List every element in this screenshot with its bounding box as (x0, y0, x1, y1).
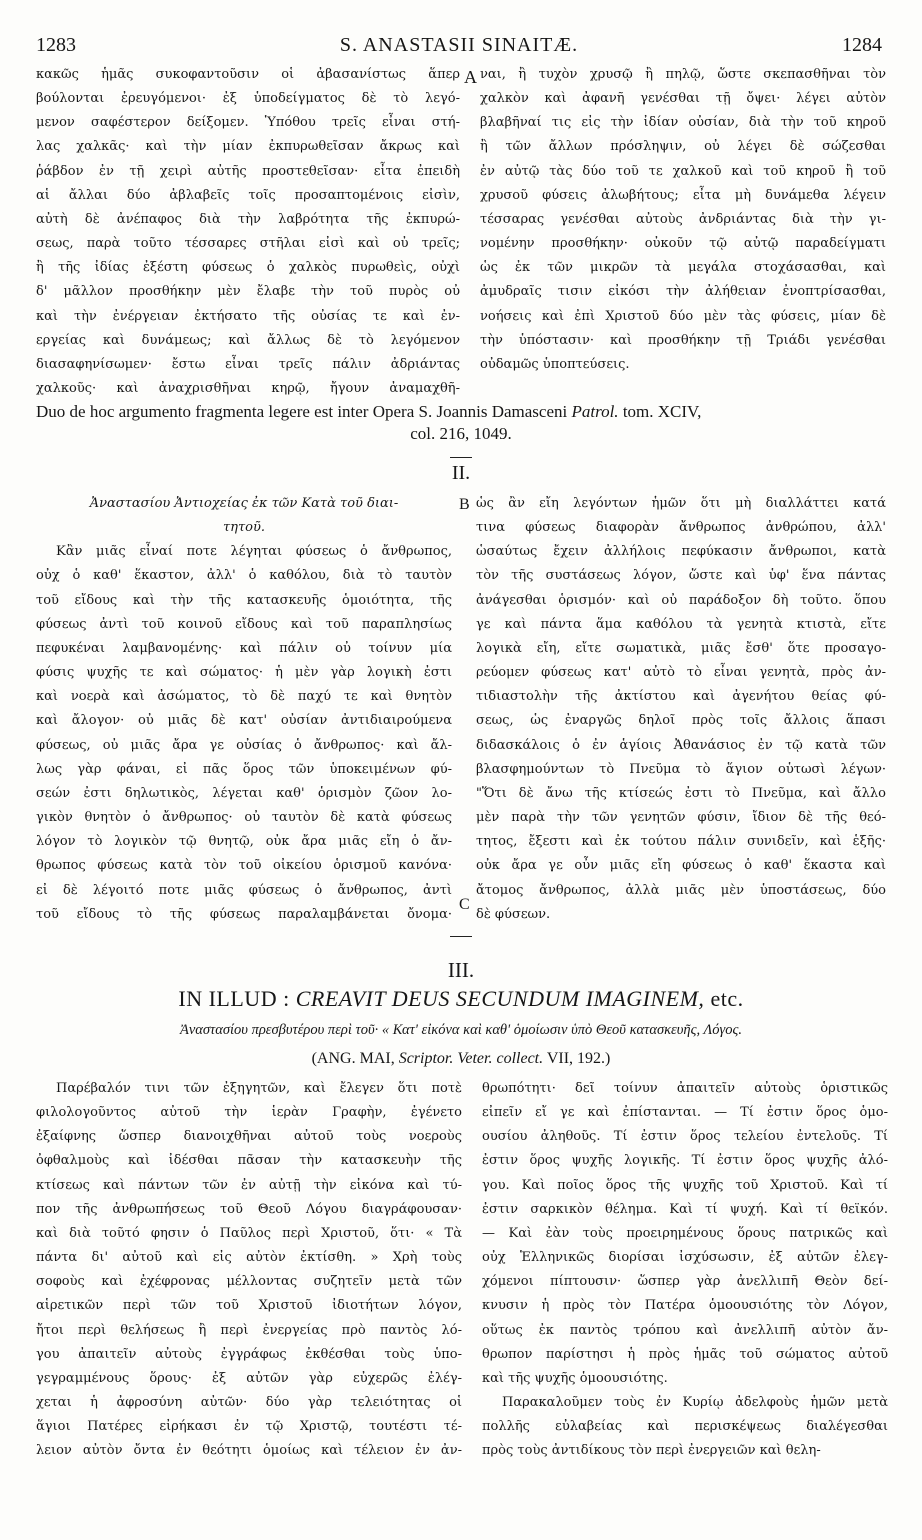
text-line: βλασφημούντων τὸ Πνεῦμα τὸ ἅγιον οὑτωσὶ λέγων· (476, 761, 886, 777)
text-line: καὶ νοερὰ καὶ ἀσώματος, τὸ δὲ παχύ τε καὶ θνητὸν (36, 689, 452, 705)
text-line: ἄτομος ἄνθρωπος, ἀλλὰ μιᾶς μὲν ὑποστάσεως, δύο (476, 882, 886, 898)
text-line: Παρακαλοῦμεν τοὺς ἐν Κυρίῳ ἀδελφοὺς ἡμῶν μετὰ (502, 1395, 888, 1411)
text-line: καὶ ἄλογον· οὐ μιᾶς δὲ κατ' οὐσίαν ἀντιδιαιρούμενα (36, 713, 452, 729)
text-line: κτίσεως καὶ πάντων τῶν ἐν αὐτῇ τὴν εἰκόνα καὶ τύ- (36, 1177, 462, 1193)
text-line: ὡς ἐκ τῶν μικρῶν τὰ μεγάλα στοχάσασθαι, καὶ (480, 260, 886, 276)
text-line: τὸν τῆς συστάσεως λόγον, ὥστε καὶ ὑφ' ἕνα πάντας (476, 568, 886, 584)
page-number-left: 1283 (36, 34, 76, 56)
section-iii-left-column (36, 1077, 462, 1464)
section-iii-subtitle: Ἀναστασίου πρεσβυτέρου περὶ τοῦ· « Κατ' εἰκόνα καὶ καθ' ὁμοίωσιν ὑπὸ Θεοῦ κατασκευῆς, Λόγος. (180, 1022, 742, 1038)
text-line: φύσεως, οὐ μιᾶς ἄρα γε οὐσίας ὁ ἄνθρωπος· καὶ ἄλ- (36, 737, 452, 753)
text-line: χαλκοῦς· καὶ ἀναχρισθῆναι κηρῷ, ἤγουν ἀναμαχθῆ- (36, 381, 460, 397)
section-ii-heading-line-1: Ἀναστασίου Ἀντιοχείας ἐκ τῶν Κατὰ τοῦ διαι- (89, 496, 399, 511)
text-line: εἰ δὲ λέγοιτό ποτε μιᾶς φύσεως ὁ ἄνθρωπος, ἀντὶ (36, 882, 452, 898)
text-line: χόμενοι πίπτουσιν· ὥσπερ γὰρ ἀνελλιπῆ Θεὸν δεί- (482, 1274, 888, 1290)
section-iii-right-column (482, 1077, 888, 1464)
text-line: καὶ διὰ τοῦτό φησιν ὁ Παῦλος περὶ Χριστοῦ, ὅτι· « Τὰ (36, 1225, 462, 1241)
text-line: οὕτως ἐκ παντὸς τρόπου καὶ ἀνελλιπῆ αὐτὸν ἄν- (482, 1322, 888, 1338)
text-line: Παρέβαλόν τινι τῶν ἐξηγητῶν, καὶ ἔλεγεν ὅτι ποτὲ (56, 1081, 462, 1096)
text-line: νοήσεις καὶ ἐπὶ Χριστοῦ δύο μὲν τὰς φύσεις, μίαν δὲ (480, 308, 886, 324)
text-line: εἰπεῖν εἴ γε καὶ ἐπίστανται. — Τί ἐστιν ὅρος ὁμο- (482, 1105, 888, 1121)
text-line: "Ὅτι δὲ ἄνω τῆς κτίσεώς ἐστι τὸ Πνεῦμα, καὶ ἄλλο (476, 785, 886, 801)
title-plain: IN ILLUD : (178, 986, 290, 1011)
text-line: ὡσαύτως ἔχειν ἀλλήλοις πεφύκασιν ἄνθρωποι, κατὰ (476, 544, 886, 560)
text-line: λειον αὐτὸν ὄντα ἐν θεότητι ὁμοίως καὶ τέλειον ἐν ἀν- (36, 1443, 462, 1459)
title-italic: CREAVIT DEUS SECUNDUM IMAGINEM, (295, 986, 705, 1011)
text-line: διασαφηνίσωμεν· ἔστω εἶναι τρεῖς πάλιν ἀδριάντας (36, 356, 460, 372)
text-line: ἅγιοι Πατέρες εἰρήκασι ἐν τῷ Χριστῷ, τουτέστι τέ- (36, 1419, 462, 1435)
text-line: ρεύομεν φύσεως κατ' αὐτὸ τὸ εἶναι γενητὰ, πρὸς ἀν- (476, 665, 886, 681)
source-note-tome: tom. XCIV, (622, 402, 702, 421)
text-line: εργείας καὶ δυνάμεως; καὶ ἄλλως δὲ τὸ λεγόμενον (36, 332, 460, 348)
section-ii-numeral: II. (451, 462, 471, 484)
source-note-columns: col. 216, 1049. (410, 424, 512, 443)
text-line: πρὸς τοὺς ἀντιδίκους τὸν περὶ ἐνεργειῶν καὶ θελη- (482, 1443, 821, 1459)
text-line: δ' μᾶλλον προσθήκην μὲν ἔλαβε τὴν τοῦ πυρὸς οὐ (36, 284, 460, 300)
text-line: διδασκάλοις ὁ ἐν ἁγίοις Ἀθανάσιος ἐν τῷ κατὰ τῶν (476, 737, 886, 753)
section-i-left-column (36, 63, 460, 401)
text-line: βλαβῆναί τις εἰς τὴν ἰδίαν οὐσίαν, διὰ τὴν τοῦ κηροῦ (480, 115, 886, 131)
text-line: τοῦ εἴδους καὶ τὴν τῆς κατασκευῆς ὁμοιότητα, τῆς (36, 592, 452, 608)
text-line: χρυσοῦ φύσεις ἀλωβήτους; εἶτα μὴ δυνάμεθα λέγειν (480, 187, 886, 203)
text-line: χαλκὸν καὶ ἀφανῆ γενέσθαι τῇ ὄψει· λέγει αὐτὸν (480, 91, 886, 107)
text-line: θρωπότητι· δεῖ τοίνυν ἀπαιτεῖν αὐτοὺς ὁριστικῶς (482, 1081, 888, 1096)
text-line: σεως, παρὰ τοῦτο τέσσαρες στῆλαι εἰσὶ καὶ οὐ τρεῖς; (36, 236, 460, 252)
text-line: φύσις ψυχῆς τε καὶ σώματος· ἡ μὲν γὰρ λογικὴ ἐστι (36, 665, 452, 681)
text-line: χεται ἡ ἀφροσύνη αὐτῶν· δύο γὰρ τελειότητας οἱ (36, 1395, 462, 1411)
source-note-patrol: Patrol. (571, 402, 619, 421)
text-line: κνυσιν ἡ πρὸς τὸν Πατέρα ὁμοουσιότης τὸν Λόγον, (482, 1298, 888, 1314)
text-line: — Καὶ ἐὰν τοὺς προειρημένους ὅρους πατρικῶς καὶ (482, 1225, 888, 1241)
text-line: ουσίου ἀληθοῦς. Τί ἐστιν ὅρος τελείου ἐντελοῦς. Τί (482, 1129, 888, 1145)
text-line: οὐχ Ἑλληνικῶς διορίσαι ἰσχύσωσιν, ἐξ αὐτῶν ἐλεγ- (482, 1250, 888, 1266)
text-line: αἱρετικῶν περὶ τῶν τοῦ Χριστοῦ ἰδιοτήτων λόγον, (36, 1298, 462, 1314)
text-line: τιδιαστολὴν τῆς ἀκτίστου καὶ ἀγενήτου θείας φύ- (476, 689, 886, 705)
text-line: ἀμυδραῖς τισιν εἰκόσι τὴν ἀλήθειαν ἐνοπτρίσασθαι, (480, 284, 886, 300)
section-ii-heading-line-2: τητοῦ. (222, 520, 266, 536)
section-iii-title (0, 986, 922, 1012)
title-etc: etc. (710, 986, 744, 1011)
text-line: οὐκ ἄρα γε οὖν μιᾶς εἴη φύσεως ὁ καθ' ἕκαστα καὶ (476, 858, 886, 874)
text-line: φιλολογοῦντος αὐτοῦ τὴν ἱερὰν Γραφὴν, ἐγένετο (36, 1105, 462, 1121)
section-divider (450, 457, 472, 458)
section-ii-right-column (476, 492, 886, 927)
text-line: αἱ ἄλλαι δύο ἀβλαβεῖς τοῖς προσαπτομένοις εἰσὶν, (36, 187, 460, 203)
text-line: ὀφθαλμοὺς καὶ ἰδέσθαι πᾶσαν τὴν κατασκευὴν τῆς (36, 1153, 462, 1169)
text-line: λογικὰ εἴη, εἴτε σωματικὰ, μιᾶς ἔσθ' ὅτε προσαγο- (476, 640, 886, 656)
text-line: γε καὶ πάντα ἅμα καθόλου τὰ γενητὰ κτιστὰ, εἴτε (476, 616, 886, 632)
page-number-right: 1284 (842, 34, 882, 56)
text-line: γεγραμμένους ὅρους· ἐξ αὐτῶν γὰρ εὐχερῶς ἐλέγ- (36, 1370, 462, 1386)
text-line: λας χαλκᾶς· καὶ τὴν μίαν ἐκπυρωθεῖσαν ἄκρως καὶ (36, 139, 460, 155)
text-line: ἐν αὐτῷ τὰς δύο τοῦ τε χαλκοῦ καὶ τοῦ κηροῦ ἢ τοῦ (480, 163, 886, 179)
text-line: ἢ τῶν ἄλλων πρόσληψιν, οὐ λέγει δὲ σώζεσθαι (480, 139, 886, 155)
text-line: μενον σαφέστερον δείξομεν. Ὑπόθου τρεῖς εἶναι στή- (36, 115, 460, 131)
margin-letter-a: A (464, 67, 477, 87)
text-line: κακῶς ἡμᾶς συκοφαντοῦσιν οἱ ἀβασανίστως ἅπερ (36, 67, 460, 82)
text-line: πον τῆς ἀνθρωπήσεως τοῦ Θεοῦ Λόγου διαγράφουσαν· (36, 1201, 462, 1217)
text-line: οὐχ ὁ καθ' ἕκαστον, ἀλλ' ὁ καθόλου, διὰ τὸ ταυτὸν (36, 568, 452, 584)
text-line: ἐστιν ὅρος ψυχῆς λογικῆς. Τί ἐστιν ὅρος ψυχῆς ἀλό- (482, 1153, 888, 1169)
text-line: γου ἀπαιτεῖν αὐτοὺς ἐγγράφως ἐκθέσθαι τοὺς ὑπο- (36, 1346, 462, 1362)
source-work: Scriptor. Veter. collect. (398, 1050, 544, 1067)
text-line: θρωπος φύσεως κατὰ τὸν τοῦ οἰκείου ὁρισμοῦ κανόνα· (36, 858, 452, 874)
text-line: λως γὰρ φάναι, εἰ πᾶς ὅρος τῶν ὑποκειμένων φύ- (36, 761, 452, 777)
text-line: σεών ἐστι δηλωτικὸς, λέγεται καθ' ὁρισμὸν ζῶον λο- (36, 785, 452, 801)
text-line: τινα φύσεως διαφορὰν ἄνθρωπος ἀνθρώπου, ἀλλ' (476, 520, 886, 536)
text-line: πολλῆς εὐλαβείας καὶ περισκέψεως διαλέγεσθαι (482, 1419, 888, 1435)
text-line: ὡς ἂν εἴη λεγόντων ἡμῶν ὅτι μὴ διαλλάττει κατά (476, 496, 886, 511)
text-line: φύσεως ἀντὶ τοῦ κοινοῦ εἴδους καὶ τοῦ παραπλησίως (36, 616, 452, 632)
source-ref: VII, 192.) (546, 1050, 611, 1067)
margin-letter-c: C (459, 896, 470, 913)
text-line: νομένην προσθήκην· οὐκοῦν τῷ αὐτῷ παραδείγματι (480, 236, 886, 252)
text-line: Κἂν μιᾶς εἶναί ποτε λέγηται φύσεως ὁ ἄνθρωπος, (56, 544, 452, 560)
text-line: τοῦ εἴδους τὸ τῆς φύσεως παραλαμβάνεται ὄνομα· (36, 906, 452, 922)
text-line: ἀνάγεσθαι ὁρισμόν· καὶ οὐ παράδοξον δὴ τοῦτο. ὅπου (476, 592, 886, 608)
running-header (36, 34, 882, 58)
text-line: ἐξαίφνης ὥσπερ διανοιχθῆναι αὐτοῦ τοὺς νοεροὺς (36, 1129, 462, 1145)
text-line: ναι, ἢ τυχὸν χρυσῷ ἢ πηλῷ, ὥστε σκεπασθῆναι τὸν (480, 67, 886, 82)
text-line: τὴν ὑπόστασιν· καὶ προσθήκην τῇ Τριάδι γενέσθαι (480, 332, 886, 348)
text-line: ῥάβδον ἐν τῇ χειρὶ αὐτῆς προστεθεῖσαν· εἶτα ἐπειδὴ (36, 163, 460, 179)
text-line: πάντα δι' αὐτοῦ καὶ εἰς αὐτὸν ἐκτίσθη. » Χρὴ τοὺς (36, 1250, 462, 1266)
section-i-right-column (480, 63, 886, 377)
text-line: γου. Καὶ ποῖος ὅρος τῆς ψυχῆς τοῦ Χριστοῦ. Καὶ τί (482, 1177, 888, 1193)
section-ii-left-column (36, 492, 452, 927)
source-author: (ANG. MAI, (311, 1050, 395, 1067)
text-line: καὶ τῆς ψυχῆς ὁμοουσιότης. (482, 1370, 668, 1386)
margin-letter-b: B (459, 496, 470, 513)
text-line: σοφοὺς καὶ ἐχέφρονας μέλλοντας συζητεῖν μετὰ τῶν (36, 1274, 462, 1290)
text-line: βούλονται ἐρευγόμενοι· ἐξ ὑποδείγματος δὲ τὸ λεγό- (36, 91, 460, 107)
running-title: S. ANASTASII SINAITÆ. (339, 34, 579, 56)
text-line: γικὸν θνητὸν ὁ ἄνθρωπος· οὐ ταυτὸν δὲ κατὰ φύσεως (36, 810, 452, 826)
text-line: πεφυκέναι λαμβανομένης· καὶ πάλιν οὐ τοίνυν μία (36, 640, 452, 656)
source-note (36, 402, 896, 422)
text-line: τέσσαρας γενέσθαι αὐτοὺς ἀνδριάντας διὰ τὴν γι- (480, 211, 886, 227)
text-line: θρωπον παρίστησι ἡ πρὸς ἡμᾶς τοῦ σώματος αὐτοῦ (482, 1346, 888, 1362)
text-line: ἐστιν σαρκικὸν θέλημα. Καὶ τί ψυχή. Καὶ τί θεϊκόν. (482, 1201, 888, 1217)
text-line: ἢ τῆς ἰδίας ἐξέστη φύσεως ὁ χαλκὸς πυρωθεὶς, οὐχὶ (36, 260, 460, 276)
source-note-text: Duo de hoc argumento fragmenta legere est inter Opera S. Joannis Damasceni (36, 402, 568, 421)
text-line: δὲ φύσεων. (476, 906, 551, 922)
text-line: καὶ τὴν ἐνέργειαν ἐκτήσατο τῆς οὐσίας τε καὶ ἐν- (36, 308, 460, 324)
section-iii-source (0, 1050, 922, 1068)
text-line: αὐτὴ δὲ ἀνέπαφος διὰ τὴν λαβρότητα τῆς ἐκπυρώ- (36, 211, 460, 227)
text-line: τητος, ἔξεστι καὶ ἐκ τούτου πάλιν συνιδεῖν, καὶ ἑξῆς· (476, 834, 886, 850)
text-line: λόγον τὸ λογικὸν τῷ θνητῷ, οὐκ ἄρα μιᾶς εἴη ὁ ἄν- (36, 834, 452, 850)
section-divider (450, 936, 472, 937)
text-line: ἤτοι περὶ θελήσεως ἢ περὶ ἐνεργείας πρὸ παντὸς λό- (36, 1322, 462, 1338)
section-iii-numeral: III. (447, 958, 475, 982)
text-line: μὲν παρὰ τὴν τῶν γενητῶν φύσιν, ἴδιον δὲ τῆς θεό- (476, 810, 886, 826)
text-line: οὐδαμῶς ὑποπτεύσεις. (480, 356, 630, 372)
text-line: σεως, ὡς ἐναργῶς δηλοῖ πρὸς τοῖς ἄλλοις ἅπασι (476, 713, 886, 729)
